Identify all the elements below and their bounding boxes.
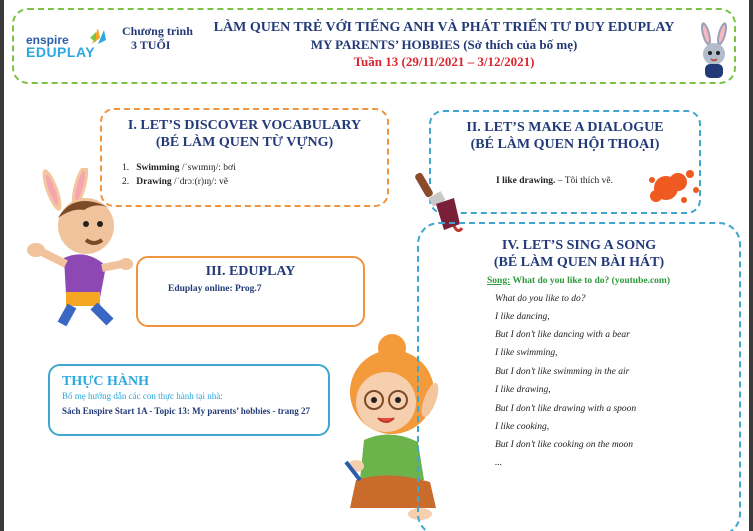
vocab-word: Drawing — [136, 177, 172, 187]
vocab-meaning: /ˈdrɔː(r)ɪŋ/: vẽ — [171, 177, 229, 187]
practice-intro: Bố mẹ hướng dẫn các con thực hành tại nhà: — [62, 391, 223, 401]
vocabulary-heading: I. LET’S DISCOVER VOCABULARY — [127, 118, 362, 133]
dialogue-heading: II. LET’S MAKE A DIALOGUE — [466, 120, 664, 135]
song-label: Song: — [487, 276, 511, 286]
lyric-line: But I don’t like drawing with a spoon — [495, 404, 637, 414]
lyric-line: ... — [495, 458, 503, 468]
vocab-meaning: /ˈswɪmɪŋ/: bơi — [179, 163, 236, 173]
lyric-line: But I don’t like swimming in the air — [495, 367, 630, 377]
song-subheading: (BÉ LÀM QUEN BÀI HÁT) — [493, 255, 665, 270]
lyric-line: I like swimming, — [495, 348, 558, 358]
eduplay-link[interactable]: Eduplay online: Prog.7 — [168, 284, 262, 294]
main-title: LÀM QUEN TRẺ VỚI TIẾNG ANH VÀ PHÁT TRIỂN TƯ DUY EDUPLAY — [213, 20, 675, 35]
lyric-line: I like cooking, — [495, 422, 550, 432]
vocabulary-subheading: (BÉ LÀM QUEN TỪ VỰNG) — [155, 135, 334, 150]
song-title — [487, 276, 670, 286]
week-title: Tuần 13 (29/11/2021 – 3/12/2021) — [353, 54, 535, 69]
age-label: 3 TUỔI — [131, 38, 171, 52]
lyric-line: I like drawing, — [495, 385, 551, 395]
dialogue-subheading: (BÉ LÀM QUEN HỘI THOẠI) — [470, 137, 660, 152]
lyric-line: I like dancing, — [495, 312, 550, 322]
document-page — [4, 0, 749, 531]
vocab-word: Swimming — [136, 163, 180, 173]
topic-title: MY PARENTS’ HOBBIES (Sở thích của bố mẹ) — [310, 37, 578, 52]
logo-leaf-icon — [88, 24, 108, 46]
boy-character-illustration — [14, 168, 139, 330]
lyric-line: But I don’t like cooking on the moon — [495, 440, 633, 450]
dialogue-english: I like drawing. — [496, 176, 556, 186]
eduplay-heading: III. EDUPLAY — [205, 264, 296, 279]
paint-splash-icon — [644, 160, 708, 210]
practice-book: Sách Enspire Start 1A - Topic 13: My parents’ hobbies - trang 27 — [62, 406, 311, 416]
dialogue-sentence — [496, 176, 613, 186]
rabbit-mascot-icon — [692, 22, 736, 80]
song-heading: IV. LET’S SING A SONG — [501, 238, 657, 253]
lyric-line: What do you like to do? — [495, 294, 586, 304]
dialogue-vietnamese: – Tôi thích vẽ. — [555, 176, 613, 186]
logo-enspire-text: enspire — [26, 33, 69, 47]
vocab-number: 2. — [122, 177, 130, 187]
vocab-item — [122, 163, 236, 173]
song-link[interactable]: What do you like to do? (youtube.com) — [510, 276, 670, 286]
vocab-number: 1. — [122, 163, 130, 173]
practice-heading: THỰC HÀNH — [62, 374, 149, 389]
program-label: Chương trình — [122, 24, 193, 38]
logo-eduplay-text: EDUPLAY — [26, 44, 96, 60]
lyric-line: But I don’t like dancing with a bear — [495, 330, 630, 340]
